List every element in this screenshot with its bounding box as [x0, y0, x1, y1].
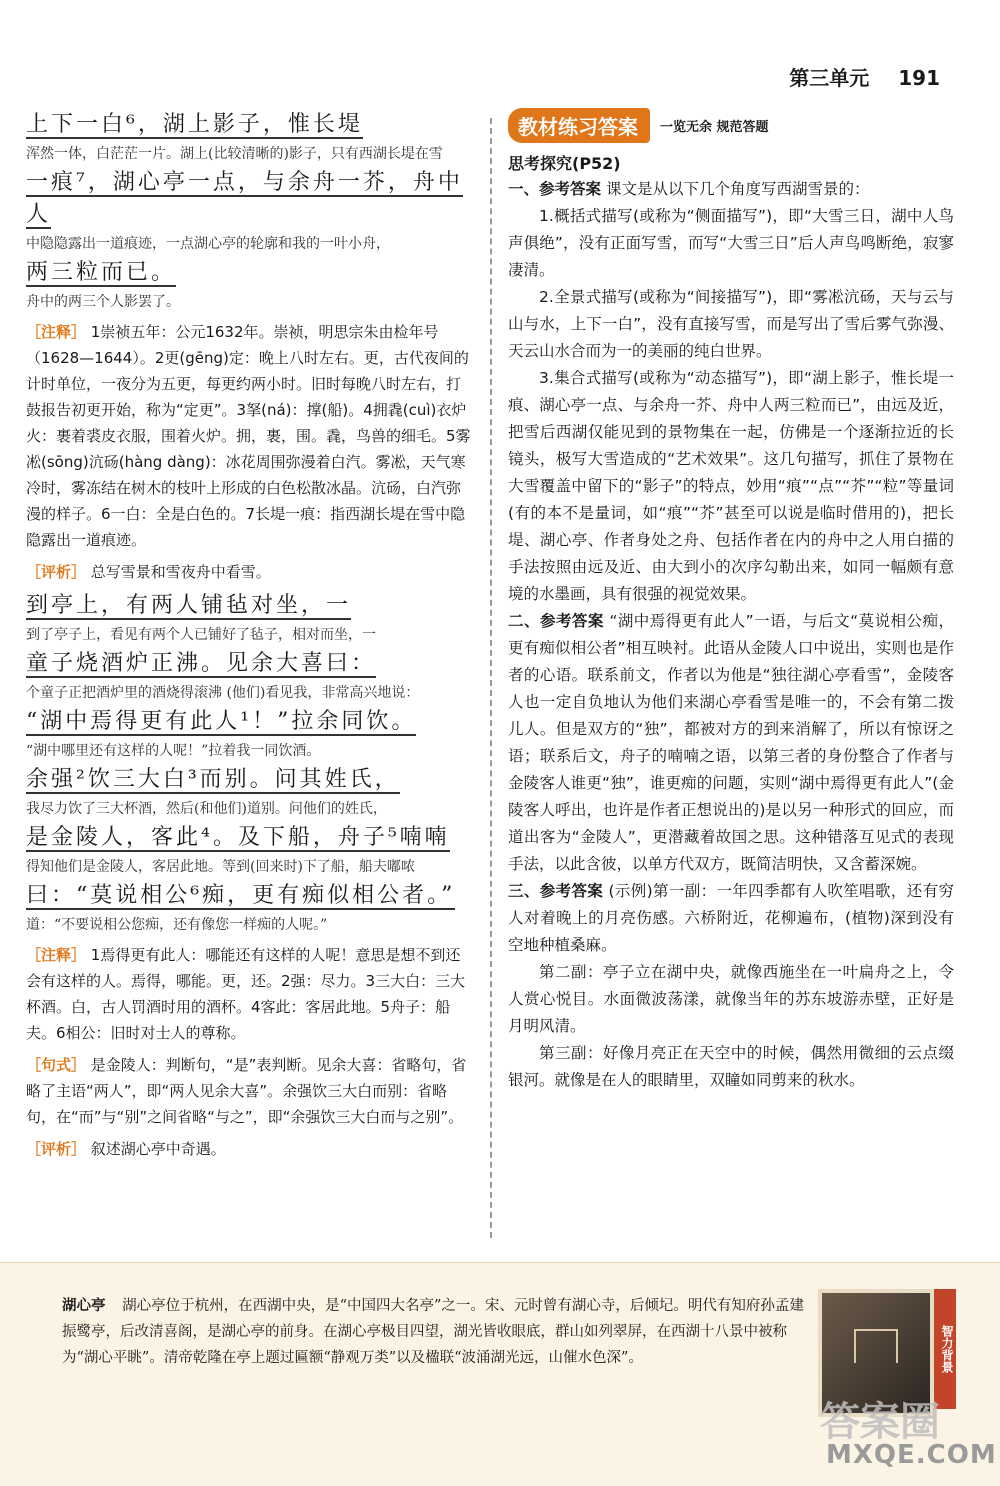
translation-text: 道：“不要说相公您痴，还有像您一样痴的人呢。”: [26, 917, 328, 933]
original-text: 童子烧酒炉正沸。见余大喜曰：: [26, 651, 377, 676]
pavilion-icon: [854, 1329, 898, 1363]
background-tag: 智力背景: [934, 1289, 956, 1409]
analysis-block: [26, 559, 474, 585]
analysis-text: 总写雪景和雪夜舟中看雪。: [90, 563, 271, 581]
answer-item: 第三副：好像月亮正在天空中的时候，偶然用微细的云点缀银河。就像是在人的眼睛里，双瞳如同剪来的秋水。: [508, 1044, 954, 1089]
banner-title: 教材练习答案: [508, 108, 650, 143]
text-pair: [26, 707, 474, 762]
annotation-text: 1崇祯五年：公元1632年。崇祯，明思宗朱由检年号（1628—1644）。2更(gēng)定：晚上八时左右。更，古代夜间的计时单位，一夜分为五更，每更约两小时。旧时每晚八时左右，打鼓报告初更开始，称为“定更”。3拏(ná)：撑(船)。4拥毳(cuì)衣炉火：裹着裘皮衣服，围着火炉。拥，裹，围。毳，鸟兽的细毛。5雾凇(sōng)沆砀(hàng dàng)：冰花周围弥漫着白汽。雾凇，天气寒冷时，雾冻结在树木的枝叶上形成的白色松散冰晶。沆砀，白汽弥漫的样子。6一白：全是白色的。7长堤一痕：指西湖长堤在雪中隐隐露出一道痕迹。: [26, 323, 471, 549]
left-column: [26, 108, 474, 1168]
annotation-block: [26, 942, 474, 1046]
watermark-site: MXQE.COM: [826, 1440, 997, 1470]
translation-text: 我尽力饮了三大杯酒，然后(和他们)道别。问他们的姓氏，: [26, 801, 387, 817]
analysis-tag: ［评析］: [26, 1140, 87, 1158]
right-column: [508, 108, 954, 1094]
answer-heading: 二、参考答案: [508, 612, 604, 630]
annotation-tag: ［注释］: [26, 946, 87, 964]
answer-2: [508, 608, 954, 878]
text-pair: [26, 649, 474, 704]
page-header: [789, 62, 940, 91]
original-text: 两三粒而已。: [26, 260, 177, 285]
answer-lead: 课文是从以下几个角度写西湖雪景的：: [605, 180, 870, 198]
original-text: 曰：“莫说相公⁶痴，更有痴似相公者。”: [26, 883, 456, 908]
section-title: 思考探究(P52): [508, 154, 621, 173]
text-pair: [26, 110, 474, 165]
translation-text: 浑然一体，白茫茫一片。湖上(比较清晰的)影子，只有西湖长堤在雪: [26, 146, 443, 162]
original-text: 是金陵人，客此⁴。及下船，舟子⁵喃喃: [26, 825, 450, 850]
original-text: 到亭上，有两人铺毡对坐，一: [26, 593, 352, 618]
text-pair: [26, 258, 474, 313]
translation-text: 舟中的两三个人影罢了。: [26, 294, 180, 310]
original-text: “湖中焉得更有此人¹！”拉余同饮。: [26, 709, 417, 734]
analysis-tag: ［评析］: [26, 563, 87, 581]
background-text: 湖心亭位于杭州，在西湖中央，是“中国四大名亭”之一。宋、元时曾有湖心寺，后倾圮。明代有知府孙孟建振鹭亭，后改清喜阁，是湖心亭的前身。在湖心亭极目四望，湖光皆收眼底，群山如列翠屏，在西湖十八景中被称为“湖心平眺”。清帝乾隆在亭上题过匾额“静观万类”以及楹联“波涌湖光远，山催水色深”。: [62, 1298, 804, 1366]
answers-banner: [508, 108, 954, 143]
analysis-text: 叙述湖心亭中奇遇。: [90, 1140, 226, 1158]
text-pair: [26, 168, 474, 255]
answer-text: “湖中焉得更有此人”一语，与后文“莫说相公痴，更有痴似相公者”相互映衬。此语从金陵人口中说出，实则也是作者的心语。联系前文，作者以为他是“独往湖心亭看雪”，金陵客人也一定自负地认为他们来湖心亭看雪是唯一的，不会有第二拨儿人。但是双方的“独”，都被对方的到来消解了，所以有惊讶之语；联系后文，舟子的喃喃之语，以第三者的身份整合了作者与金陵客人谁更“独”，谁更痴的问题，实则“湖中焉得更有此人”(金陵客人呼出，也许是作者正想说出的)是以另一种形式的回应，而道出客为“金陵人”，更潜藏着故国之思。这种错落互见式的表现手法，以此含彼，以单方代双方，既简洁明快，又含蓄深婉。: [508, 612, 954, 873]
text-pair: [26, 823, 474, 878]
annotation-block: [26, 319, 474, 553]
translation-text: 中隐隐露出一道痕迹，一点湖心亭的轮廓和我的一叶小舟，: [26, 236, 390, 252]
analysis-block: [26, 1136, 474, 1162]
answer-heading: 三、参考答案: [508, 882, 604, 900]
watermark-logo: 答案圈: [820, 1399, 940, 1445]
answer-heading: 一、参考答案: [508, 180, 602, 198]
page-number: 191: [898, 66, 940, 90]
translation-text: 到了亭子上，看见有两个人已铺好了毡子，相对而坐，一: [26, 627, 376, 643]
unit-label: 第三单元: [789, 66, 870, 90]
background-title: 湖心亭: [62, 1297, 106, 1314]
column-divider: [490, 118, 492, 1238]
translation-text: “湖中哪里还有这样的人呢！”拉着我一同饮酒。: [26, 743, 321, 759]
answer-item: 2.全景式描写(或称为“间接描写”)，即“雾凇沆砀，天与云与山与水，上下一白”，没有直接写雪，而是写出了雪后雾气弥漫、天云山水合而为一的美丽的纯白世界。: [508, 288, 954, 360]
answer-3: [508, 878, 954, 959]
answer-item: 3.集合式描写(或称为“动态描写”)，即“湖上影子，惟长堤一痕、湖心亭一点、与余舟一芥、舟中人两三粒而已”，由远及近，把雪后西湖仅能见到的景物集在一起，仿佛是一个逐渐拉近的长镜头，极写大雪造成的“艺术效果”。这几句描写，抓住了景物在大雪覆盖中留下的“影子”的特点，妙用“痕”“点”“芥”“粒”等量词(有的本不是量词，如“痕”“芥”甚至可以说是临时借用的)，把长堤、湖心亭、作者身处之舟、包括作者在内的舟中之人用白描的手法按照由远及近、由大到小的次序勾勒出来，如同一幅颇有意境的水墨画，具有很强的视觉效果。: [508, 369, 954, 603]
answer-1: [508, 176, 954, 203]
original-text: 上下一白⁶，湖上影子，惟长堤: [26, 112, 363, 137]
text-pair: [26, 881, 474, 936]
syntax-tag: ［句式］: [26, 1056, 87, 1074]
answer-item: 第二副：亭子立在湖中央，就像西施坐在一叶扁舟之上，令人赏心悦目。水面微波荡漾，就像当年的苏东坡游赤壁，正好是月明风清。: [508, 963, 954, 1035]
answer-lead: (示例)第一副：一年四季都有人吹笙唱歌，还有穷人对着晚上的月亮伤感。六桥附近，花柳遍布，(植物)深到没有空地种植桑麻。: [508, 882, 954, 954]
translation-text: 个童子正把酒炉里的酒烧得滚沸 (他们)看见我，非常高兴地说：: [26, 685, 420, 701]
original-text: 余强²饮三大白³而别。问其姓氏，: [26, 767, 400, 792]
annotation-text: 1焉得更有此人：哪能还有这样的人呢！意思是想不到还会有这样的人。焉得，哪能。更，还。2强：尽力。3三大白：三大杯酒。白，古人罚酒时用的酒杯。4客此：客居此地。5舟子：船夫。6相公：旧时对士人的尊称。: [26, 946, 466, 1042]
translation-text: 得知他们是金陵人，客居此地。等到(回来时)下了船，船夫嘟哝: [26, 859, 415, 875]
original-text: 一痕⁷，湖心亭一点，与余舟一芥，舟中人: [26, 170, 463, 227]
syntax-block: [26, 1052, 474, 1130]
banner-subtitle: 一览无余 规范答题: [660, 120, 769, 135]
background-text-block: [62, 1293, 807, 1371]
answer-item: 1.概括式描写(或称为“侧面描写”)，即“大雪三日，湖中人鸟声俱绝”，没有正面写雪，而写“大雪三日”后人声鸟鸣断绝，寂寥凄清。: [508, 207, 954, 279]
text-pair: [26, 765, 474, 820]
syntax-text: 是金陵人：判断句，“是”表判断。见余大喜：省略句，省略了主语“两人”，即“两人见余大喜”。余强饮三大白而别：省略句，在“而”与“别”之间省略“与之”，即“余强饮三大白而与之别”。: [26, 1056, 467, 1126]
text-pair: [26, 591, 474, 646]
annotation-tag: ［注释］: [26, 323, 87, 341]
